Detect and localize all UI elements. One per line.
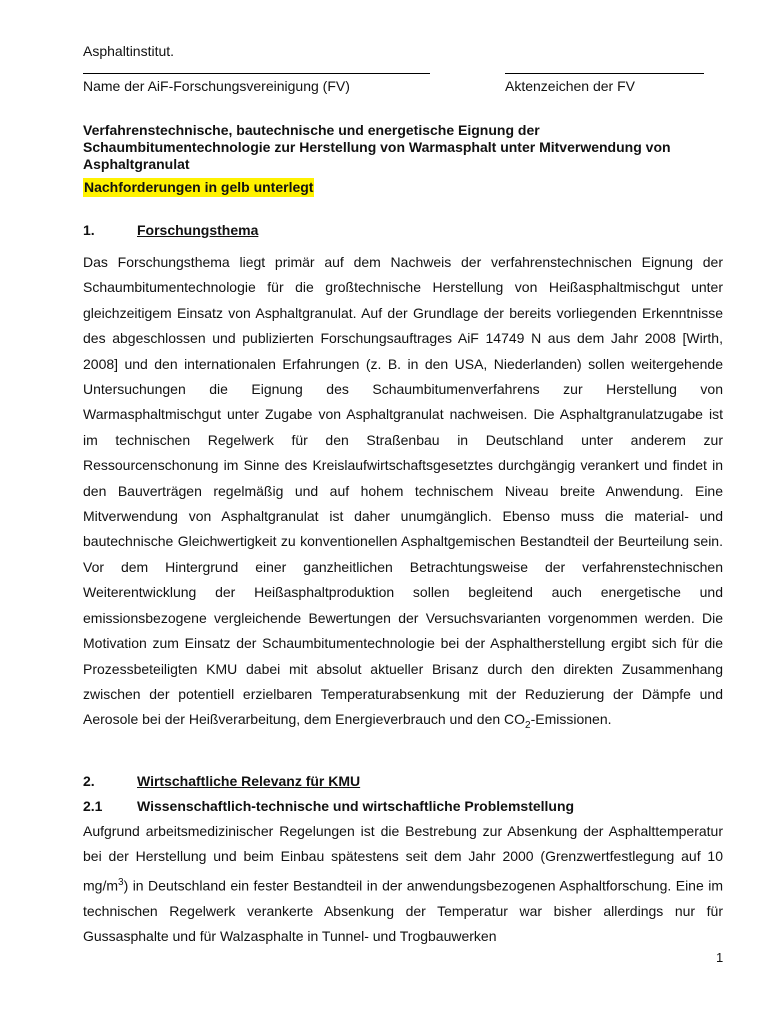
co2-subscript: 2 <box>525 720 531 732</box>
section-1-paragraph <box>83 250 723 739</box>
section-1-title: Forschungsthema <box>137 222 259 238</box>
institute-line: Asphaltinstitut. <box>83 43 175 59</box>
section-2-1-text-end: ) in Deutschland ein fester Bestandteil in der anwendungsbezogenen Asphaltforschung. Eine im technischen Regelwerk verankerte Absenkung der Temperatur war bisher allerdings nur für Gussasphalte und für Walzasphalte in Tunnel- und Trogbauwerken <box>83 877 723 945</box>
fv-name-signature-line <box>83 73 430 74</box>
section-1-text: Das Forschungsthema liegt primär auf dem Nachweis der verfahrenstechnischen Eignung der Schaumbitumentechnologie für die großtechnische Herstellung von Heißasphaltmischgut unter gleichzeitigem Einsatz von Asphaltgranulat. Auf der Grundlage der bereits vorliegenden Erkenntnisse des abgeschlossen und publizierten Forschungsauftrages AiF 14749 N aus dem Jahr 2008 [Wirth, 2008] und den internationalen Erfahrungen (z. B. in den USA, Niederlanden) sollen weitergehende Untersuchungen die Eignung des Schaumbitumenverfahrens zur Herstellung von Warmasphaltmischgut unter Zugabe von Asphaltgranulat nachweisen. Die Asphaltgranulatzugabe ist im technischen Regelwerk für den Straßenbau in Deutschland unter anderem zur Ressourcenschonung im Sinne des Kreislaufwirtschaftsgesetztes durchgängig verankert und findet in den Bauverträgen regelmäßig und auf hohem technischem Niveau breite Anwendung. Eine Mitverwendung von Asphaltgranulat ist daher unumgänglich. Ebenso muss die material- und bautechnische Gleichwertigkeit zu konventionellen Asphaltgemischen Bestandteil der Beurteilung sein. Vor dem Hintergrund einer ganzheitlichen Betrachtungsweise der verfahrenstechnischen Weiterentwicklung der Heißasphaltproduktion sollen begleitend auch energetische und emissionsbezogene vergleichende Bewertungen der Versuchsvarianten vorgenommen werden. Die Motivation zum Einsatz der Schaumbitumentechnologie bei der Asphaltherstellung ergibt sich für die Prozessbeteiligten KMU dabei mit absolut aktueller Brisanz durch den direkten Zusammenhang zwischen der potentiell erzielbaren Temperaturabsenkung mit der Reduzierung der Dämpfe und Aerosole bei der Heißverarbeitung, dem Energieverbrauch und den CO <box>83 254 723 728</box>
section-2-1-title: Wissenschaftlich-technische und wirtschaftliche Problemstellung <box>137 798 575 814</box>
section-1-text-end: -Emissionen. <box>530 711 612 728</box>
section-2-title: Wirtschaftliche Relevanz für KMU <box>137 773 361 789</box>
page-number: 1 <box>716 950 724 965</box>
section-1-number: 1. <box>83 222 95 238</box>
highlight-note: Nachforderungen in gelb unterlegt <box>84 179 314 195</box>
m3-superscript: 3 <box>118 876 124 888</box>
fv-file-number-line <box>505 73 704 74</box>
section-2-1-number: 2.1 <box>83 798 103 814</box>
fv-file-number-label: Aktenzeichen der FV <box>505 78 635 94</box>
section-2-1-text: Aufgrund arbeitsmedizinischer Regelungen ist die Bestrebung zur Absenkung der Asphalttemperatur bei der Herstellung und beim Einbau spätestens seit dem Jahr 2000 (Grenzwertfestlegung auf 10 mg/m <box>83 823 723 894</box>
document-title: Verfahrenstechnische, bautechnische und energetische Eignung der Schaumbitumentechnologie zur Herstellung von Warmasphalt unter Mitverwendung von Asphaltgranulat <box>83 122 671 172</box>
section-2-1-paragraph <box>83 819 723 950</box>
section-2-number: 2. <box>83 773 95 789</box>
fv-name-label: Name der AiF-Forschungsvereinigung (FV) <box>83 78 350 94</box>
